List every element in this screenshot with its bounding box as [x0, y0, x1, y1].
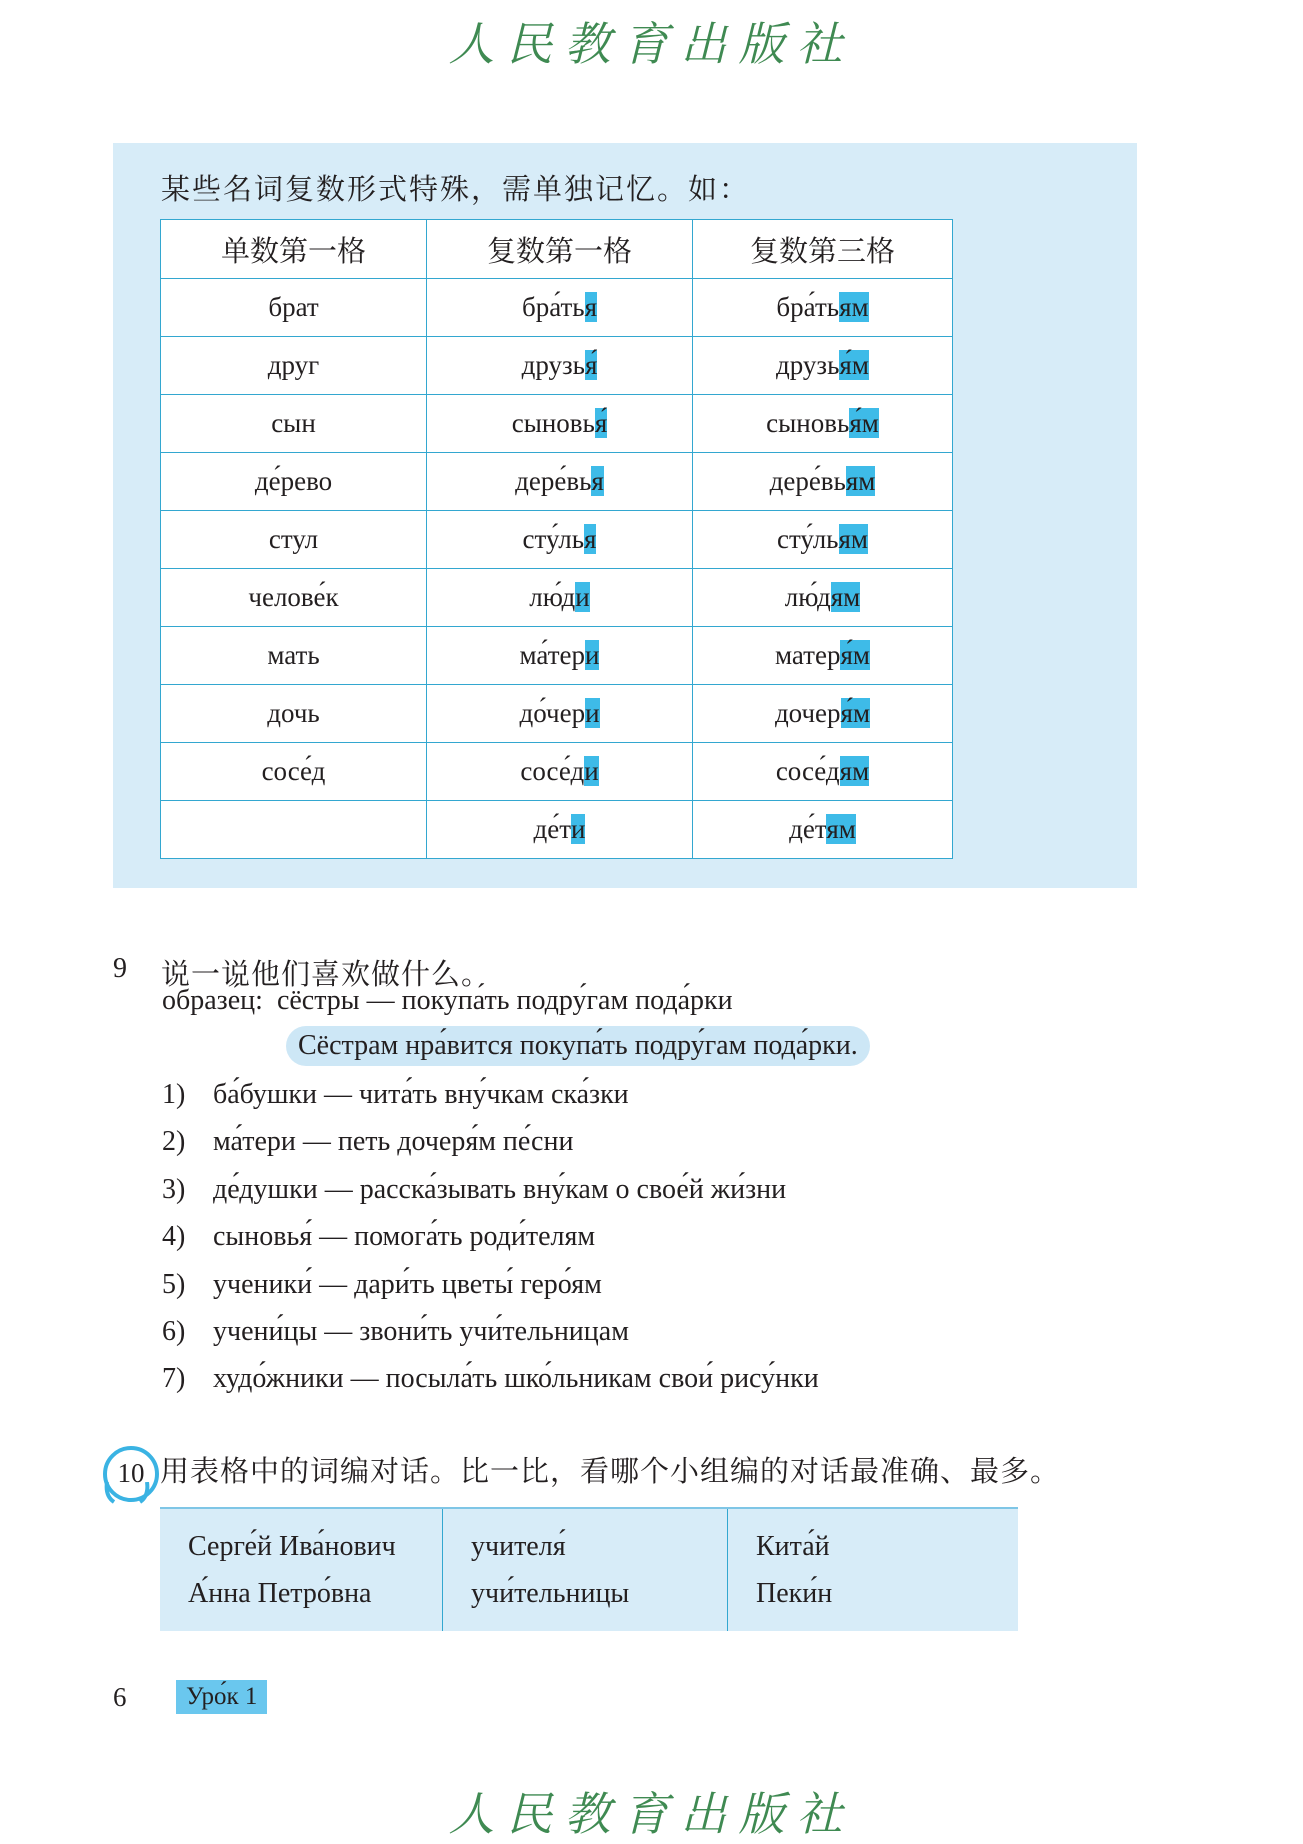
exercise-9-title: 说一说他们喜欢做什么。: [161, 959, 492, 991]
word-stem: лю́д: [784, 582, 831, 612]
word-item: А́нна Петро́вна: [188, 1578, 372, 1609]
singular-nominative-cell: [161, 801, 427, 859]
highlighted-ending: ям: [830, 582, 861, 612]
word-stem: дочер: [774, 698, 841, 728]
word-item: Пеки́н: [756, 1578, 833, 1609]
highlighted-ending: ям: [839, 292, 869, 322]
list-item: [162, 1174, 786, 1206]
plural-dative-cell: [693, 743, 953, 801]
list-item: [162, 1221, 595, 1253]
highlighted-ending: и: [585, 640, 600, 670]
plural-nominative-cell: [427, 685, 693, 743]
highlighted-ending: я́м: [839, 350, 869, 380]
grammar-note-box: [113, 143, 1137, 888]
plural-table-body: [161, 279, 953, 859]
singular-nominative-cell: стул: [161, 511, 427, 569]
item-text: де́душки — расска́зывать вну́кам о свое́й жи́зни: [213, 1173, 787, 1205]
highlighted-ending: я́м: [840, 640, 870, 670]
table-row: [161, 337, 953, 395]
singular-nominative-cell: сын: [161, 395, 427, 453]
plural-nominative-cell: [427, 801, 693, 859]
header-plural-nominative: 复数第一格: [427, 220, 693, 279]
highlighted-ending: ям: [839, 756, 870, 786]
item-text: ма́тери — петь дочеря́м пе́сни: [213, 1126, 574, 1158]
word-stem: до́чер: [519, 698, 586, 728]
plural-forms-table: [160, 219, 953, 859]
word-stem: дере́вь: [769, 466, 846, 496]
highlighted-ending: ям: [826, 814, 856, 844]
table-row: [161, 801, 953, 859]
plural-nominative-cell: [427, 627, 693, 685]
exercise-9-number: 9: [113, 953, 127, 984]
example-line: [162, 985, 733, 1017]
list-item: [162, 1126, 573, 1158]
table-row: [161, 511, 953, 569]
table-row: [161, 395, 953, 453]
lesson-tag: Уро́к 1: [176, 1680, 267, 1714]
item-number: 2): [162, 1126, 186, 1158]
word-stem: ма́тер: [519, 640, 586, 670]
page-number: 6: [113, 1682, 127, 1712]
table-row: [161, 627, 953, 685]
item-text: сыновья́ — помога́ть роди́телям: [213, 1221, 596, 1253]
highlighted-ending: ям: [838, 524, 869, 554]
singular-nominative-cell: друг: [161, 337, 427, 395]
plural-nominative-cell: [427, 337, 693, 395]
plural-dative-cell: [693, 685, 953, 743]
plural-dative-cell: [693, 511, 953, 569]
word-stem: сосе́д: [520, 756, 585, 786]
header-singular-nominative: 单数第一格: [161, 220, 427, 279]
word-stem: сыновь: [511, 408, 595, 438]
exercise-10-badge: 10: [103, 1446, 159, 1502]
singular-nominative-cell: мать: [161, 627, 427, 685]
publisher-logo-bottom: 人民教育出版社: [448, 1787, 855, 1841]
example-label: образе́ц:: [162, 985, 263, 1016]
highlighted-ending: и: [575, 582, 590, 612]
singular-nominative-cell: челове́к: [161, 569, 427, 627]
exercise-10-title: 用表格中的词编对话。比一比，看哪个小组编的对话最准确、最多。: [160, 1456, 1061, 1488]
table-row: [161, 569, 953, 627]
example-prompt: сёстры — покупа́ть подру́гам пода́рки: [276, 985, 733, 1016]
singular-nominative-cell: сосе́д: [161, 743, 427, 801]
word-stem: сосе́д: [775, 756, 840, 786]
plural-nominative-cell: [427, 511, 693, 569]
word-item: Серге́й Ива́нович: [188, 1531, 396, 1562]
table-row: [160, 1508, 1018, 1631]
highlighted-ending: я: [584, 292, 598, 322]
word-stem: де́т: [789, 814, 827, 844]
headphones-icon: [104, 1482, 150, 1504]
plural-dative-cell: [693, 337, 953, 395]
highlighted-ending: я: [584, 524, 597, 554]
item-text: ученики́ — дари́ть цветы́ геро́ям: [213, 1268, 602, 1300]
highlighted-ending: и: [571, 814, 586, 844]
word-stem: сыновь: [766, 408, 850, 438]
professions-column: [443, 1508, 728, 1631]
dialogue-words-table: [160, 1507, 1018, 1631]
item-number: 1): [162, 1079, 186, 1110]
plural-nominative-cell: [427, 453, 693, 511]
plural-dative-cell: [693, 395, 953, 453]
item-number: 5): [162, 1268, 186, 1300]
plural-dative-cell: [693, 801, 953, 859]
list-item: [162, 1269, 602, 1301]
highlighted-ending: и: [585, 698, 600, 728]
item-text: худо́жники — посыла́ть шко́льникам свои́ рису́нки: [213, 1363, 819, 1395]
word-stem: друзь: [521, 350, 585, 380]
item-text: учени́цы — звони́ть учи́тельницам: [213, 1316, 629, 1347]
highlighted-ending: я́: [584, 350, 598, 380]
list-item: [162, 1079, 629, 1111]
highlighted-ending: я́м: [849, 408, 879, 438]
word-stem: матер: [775, 640, 841, 670]
word-stem: сту́ль: [776, 524, 839, 554]
singular-nominative-cell: дочь: [161, 685, 427, 743]
table-row: [161, 453, 953, 511]
publisher-logo-top: 人民教育出版社: [448, 17, 855, 71]
plural-nominative-cell: [427, 279, 693, 337]
plural-dative-cell: [693, 279, 953, 337]
highlighted-ending: я́: [594, 408, 608, 438]
word-stem: лю́д: [529, 582, 576, 612]
list-item: [162, 1316, 629, 1348]
plural-nominative-cell: [427, 743, 693, 801]
highlighted-ending: и: [584, 756, 599, 786]
word-stem: друзь: [776, 350, 840, 380]
plural-dative-cell: [693, 453, 953, 511]
names-column: [160, 1508, 443, 1631]
plural-dative-cell: [693, 627, 953, 685]
highlighted-ending: я: [591, 466, 604, 496]
highlighted-ending: я́м: [840, 698, 871, 728]
plural-nominative-cell: [427, 395, 693, 453]
table-row: [161, 279, 953, 337]
singular-nominative-cell: де́рево: [161, 453, 427, 511]
header-plural-dative: 复数第三格: [693, 220, 953, 279]
note-title: 某些名词复数形式特殊，需单独记忆。如：: [161, 174, 751, 206]
places-column: [728, 1508, 1019, 1631]
plural-nominative-cell: [427, 569, 693, 627]
table-row: [161, 743, 953, 801]
word-stem: де́т: [533, 814, 572, 844]
word-stem: сту́ль: [522, 524, 585, 554]
word-stem: дере́вь: [515, 466, 592, 496]
singular-nominative-cell: брат: [161, 279, 427, 337]
word-stem: бра́ть: [776, 292, 840, 322]
word-item: учителя́: [471, 1531, 566, 1562]
item-number: 7): [162, 1363, 186, 1395]
word-item: Кита́й: [756, 1531, 830, 1562]
item-number: 3): [162, 1173, 186, 1205]
table-row: [161, 685, 953, 743]
highlighted-ending: ям: [845, 466, 876, 496]
item-text: ба́бушки — чита́ть вну́чкам ска́зки: [213, 1079, 629, 1110]
item-number: 6): [162, 1316, 186, 1347]
word-item: учи́тельницы: [471, 1578, 630, 1609]
plural-dative-cell: [693, 569, 953, 627]
example-answer: Сёстрам нра́вится покупа́ть подру́гам пода́рки.: [286, 1026, 870, 1066]
list-item: [162, 1363, 819, 1395]
word-stem: бра́ть: [521, 292, 585, 322]
table-header-row: [161, 220, 953, 279]
item-number: 4): [162, 1221, 186, 1253]
